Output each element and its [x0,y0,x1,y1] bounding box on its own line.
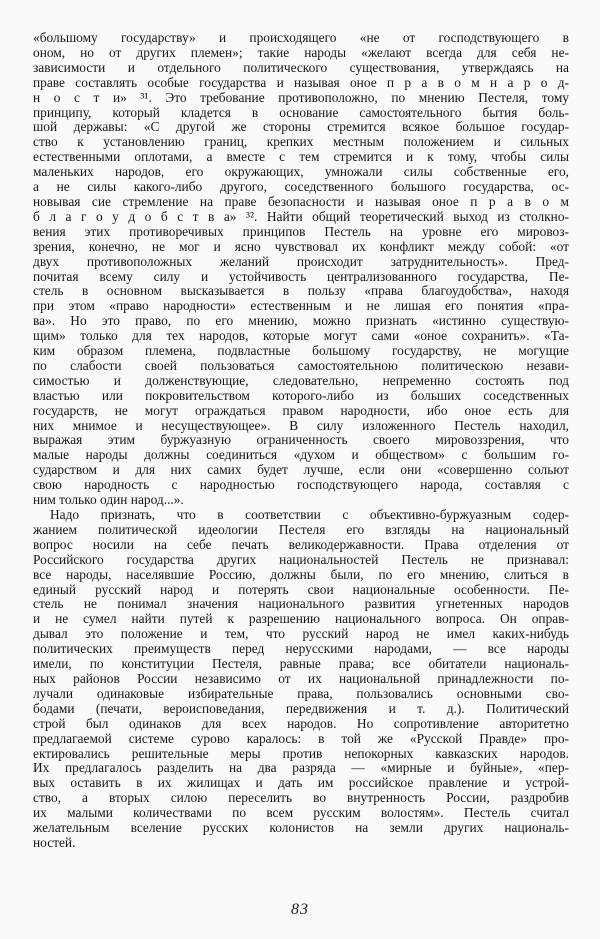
text-line: малые народы должны соединиться «духом и обществом» с большим го- [33,447,569,463]
text-line: дывал это положение и тем, что русский народ не имел каких-нибудь [33,626,569,642]
text-line: властью или покровительством которого-либо из больших соседственных [33,387,569,403]
text-line: ким образом племена, подвластные большому государству, не могущие [33,343,569,359]
text-line: праве составлять особые государства и называя оное п р а в о м н а р о д- [33,74,569,90]
text-line: сударством и для них самих будет лучше, если они «совершенно сольют [33,462,569,478]
text-line: стель в основном высказывается в пользу «права благоудобства», находя [33,283,569,299]
text-line: оном, но от других племен»; такие народы «желают всегда для себя не- [33,44,569,60]
text-line: все народы, населявшие Россию, должны были, по его мнению, слиться в [33,566,569,582]
text-line: а не силы какого-либо другого, соседственного большого государства, ос- [33,179,569,195]
text-line: почитая всему силу и устойчивость централизованного государства, Пе- [33,268,569,284]
text-line: выражая этим буржуазную ограниченность своего мировоззрения, что [33,432,569,448]
text-line: при этом «право народности» естественным и не лишая его понятия «пра- [33,298,569,314]
text-line: стель не понимал значения национального развития угнетенных народов [33,596,569,612]
text-line: желательным вселение русских колонистов на земли других националь- [33,820,569,836]
text-line: лучали одинаковые избирательные права, пользовались основными сво- [33,685,569,701]
text-line: б л а г о у д о б с т в а» ³². Найти общий теоретический выход из столкно- [33,208,569,224]
text-line: принципу, который кладется в основание самостоятельного бытия боль- [33,104,569,120]
text-line: естественными оплотами, а вместе с тем стремится и к тому, чтобы силы [33,149,569,165]
text-line: Надо признать, что в соответствии с объективно-буржуазным содер- [50,507,569,522]
text-line: ектировались решительные меры против непокорных кавказских народов. [33,745,569,761]
text-line: них мнимое и несуществующее». В силу изложенного Пестель находил, [33,417,569,433]
text-line: их малыми количествами по всем русским волостям». Пестель считал [33,805,569,821]
text-line: ва». Но это право, по его мнению, можно признать «истинно существую- [33,313,569,329]
text-line: зависимости и отдельного политического существования, утверждаясь на [33,59,569,75]
text-block [33,31,569,851]
text-line: ство к установлению границ, крепких местным положением и сильных [33,134,569,150]
text-line: вопрос носили на себе печать великодержавности. Права отделения от [33,536,569,552]
text-line: предлагаемой системе сурово каралось: в той же «Русской Правде» про- [33,730,569,746]
text-line: вых оставить в их жилищах и дать им российское правление и устрой- [33,775,569,791]
text-line: «большому государству» и происходящего «не от господствующего в [33,30,569,45]
text-line: жанием политической идеологии Пестеля его взгляды на национальный [33,521,569,537]
text-line: симостью и долженствующие, следовательно, непременно состоять под [33,372,569,388]
text-line: строй был одинаков для всех народов. Но сопротивление авторитетно [33,715,569,731]
text-line: государств, не могут ограждаться правом народности, ибо оное есть для [33,402,569,418]
text-line: свою народность с народностью господствующего народа, составляя с [33,477,569,493]
text-line: новывая сие стремление на праве безопасности и называя оное п р а в о м [33,193,569,209]
text-line: маленьких народов, его окружающих, умножали силы собственные его, [33,164,569,180]
text-line: вения этих противоречивых принципов Пестель на уровне его мировоз- [33,223,569,239]
text-line: Российского государства других национальностей Пестель не признавал: [33,551,569,567]
text-line: щим» только для тех народов, которые могут сами «оное сохранить». «Та- [33,328,569,344]
text-line: ных районов России независимо от их национальной принадлежности по- [33,670,569,686]
text-line: зрения, конечно, не мог и ясно чувствовал их конфликт между собой: «от [33,238,569,254]
text-line: единый русский народ и потерять свои национальные особенности. Пе- [33,581,569,597]
text-line: бодами (печати, вероисповедания, передвижения и т. д.). Политический [33,700,569,716]
text-line: шой державы: «С другой же стороны стремится всякое большое государ- [33,119,569,135]
text-line: двух противоположных желаний происходит затруднительность». Пред- [33,253,569,269]
text-line: Их предлагалось разделить на два разряда — «мирные и буйные», «пер- [33,760,569,776]
text-line: по слабости своей пользоваться самостоятельною политическою незави- [33,357,569,373]
text-line: политических преимуществ перед нерусскими народами, — все народы [33,641,569,657]
text-line: н о с т и» ³¹. Это требование противоположно, по мнению Пестеля, тому [33,89,569,105]
text-line: ностей. [33,834,76,850]
text-line: и не сумел найти путей к разрешению национального вопроса. Он оправ- [33,611,569,627]
text-line: ним только один народ...». [33,492,184,508]
text-line: имели, по конституции Пестеля, равные права; все обитатели националь- [33,656,569,672]
text-line: ство, а вторых силою переселить во внутренность России, раздробив [33,790,569,806]
page-number: 83 [291,901,309,918]
